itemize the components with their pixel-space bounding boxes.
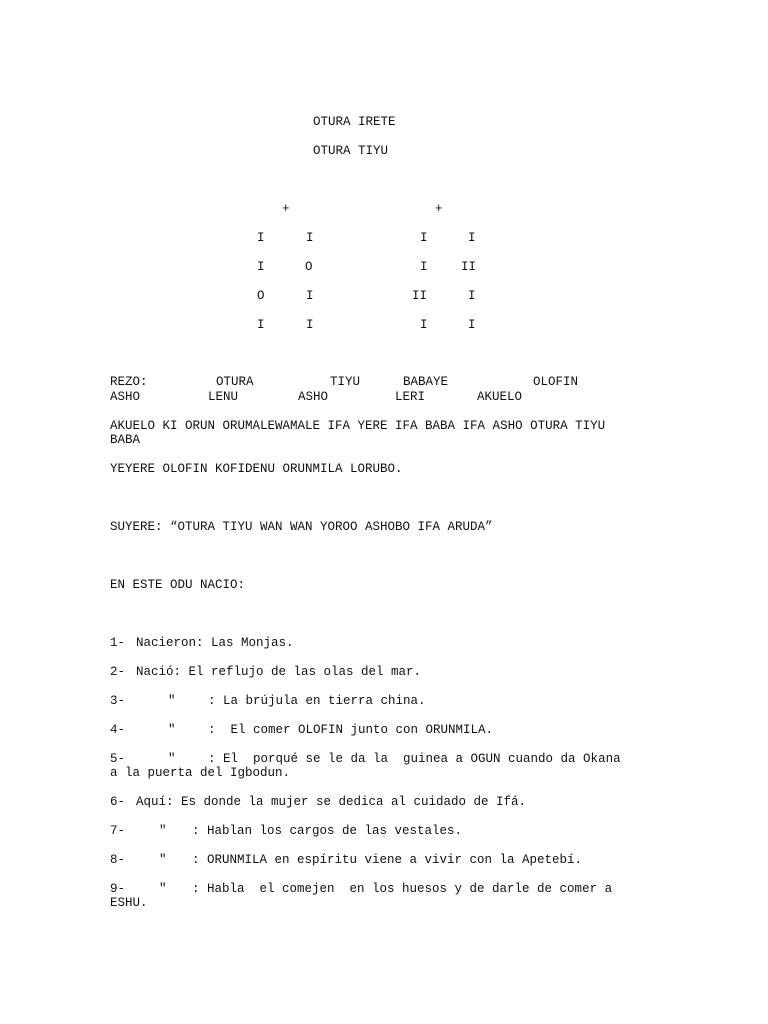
rezo-word: AKUELO xyxy=(477,390,523,404)
list-item-number: 4- xyxy=(110,723,126,737)
rezo-word: LENU xyxy=(208,390,239,404)
list-item-ditto: " xyxy=(159,882,167,896)
document-title: OTURA IRETE xyxy=(313,115,396,129)
list-item-text: : Hablan los cargos de las vestales. xyxy=(192,824,463,838)
list-item-number: 7- xyxy=(110,824,126,838)
sign-mark: I xyxy=(306,318,314,332)
sign-mark: I xyxy=(306,289,314,303)
sign-mark: I xyxy=(420,318,428,332)
rezo-word: OTURA xyxy=(216,375,254,389)
list-item-text: Aquí: Es donde la mujer se dedica al cuidado de Ifá. xyxy=(136,795,527,809)
sign-mark: II xyxy=(461,260,477,274)
list-item-ditto: " xyxy=(159,824,167,838)
list-item-number: 5- xyxy=(110,752,126,766)
list-item-number: 3- xyxy=(110,694,126,708)
sign-plus-right: + xyxy=(435,202,443,216)
rezo-paragraph: AKUELO KI ORUN ORUMALEWAMALE IFA YERE IFA BABA IFA ASHO OTURA TIYU xyxy=(110,419,606,433)
sign-mark: II xyxy=(412,289,428,303)
rezo-paragraph: YEYERE OLOFIN KOFIDENU ORUNMILA LORUBO. xyxy=(110,462,403,476)
sign-mark: I xyxy=(468,318,476,332)
list-item-ditto: " xyxy=(168,694,176,708)
sign-mark: I xyxy=(468,231,476,245)
sign-mark: I xyxy=(420,231,428,245)
list-item-text: Nació: El reflujo de las olas del mar. xyxy=(136,665,422,679)
list-item-number: 1- xyxy=(110,636,126,650)
rezo-word: BABAYE xyxy=(403,375,449,389)
sign-mark: I xyxy=(468,289,476,303)
list-item-text: : La brújula en tierra china. xyxy=(208,694,426,708)
rezo-word: ASHO xyxy=(110,390,141,404)
list-item-text: : El porqué se le da la guinea a OGUN cuando da Okana xyxy=(208,752,621,766)
sign-mark: I xyxy=(420,260,428,274)
rezo-paragraph-cont: BABA xyxy=(110,433,141,447)
list-item-text: Nacieron: Las Monjas. xyxy=(136,636,294,650)
rezo-word: LERI xyxy=(395,390,426,404)
list-item-text: : ORUNMILA en espíritu viene a vivir con la Apetebí. xyxy=(192,853,583,867)
section-heading: EN ESTE ODU NACIO: xyxy=(110,578,246,592)
rezo-word: TIYU xyxy=(330,375,361,389)
list-item-text: : Habla el comejen en los huesos y de darle de comer a xyxy=(192,882,613,896)
list-item-ditto: " xyxy=(159,853,167,867)
sign-mark: I xyxy=(306,231,314,245)
rezo-word: ASHO xyxy=(298,390,329,404)
sign-mark: I xyxy=(257,318,265,332)
list-item-text: : El comer OLOFIN junto con ORUNMILA. xyxy=(208,723,494,737)
document-subtitle: OTURA TIYU xyxy=(313,144,389,158)
sign-mark: O xyxy=(257,289,265,303)
list-item-number: 2- xyxy=(110,665,126,679)
list-item-number: 8- xyxy=(110,853,126,867)
list-item-text-cont: a la puerta del Igbodun. xyxy=(110,766,291,780)
list-item-ditto: " xyxy=(168,752,176,766)
list-item-number: 9- xyxy=(110,882,126,896)
list-item-number: 6- xyxy=(110,795,126,809)
sign-mark: I xyxy=(257,260,265,274)
rezo-word: OLOFIN xyxy=(533,375,579,389)
list-item-ditto: " xyxy=(168,723,176,737)
sign-plus-left: + xyxy=(282,202,290,216)
sign-mark: I xyxy=(257,231,265,245)
sign-mark: O xyxy=(305,260,313,274)
rezo-word: REZO: xyxy=(110,375,148,389)
suyere-line: SUYERE: “OTURA TIYU WAN WAN YOROO ASHOBO IFA ARUDA” xyxy=(110,520,493,534)
list-item-text-cont: ESHU. xyxy=(110,896,148,910)
